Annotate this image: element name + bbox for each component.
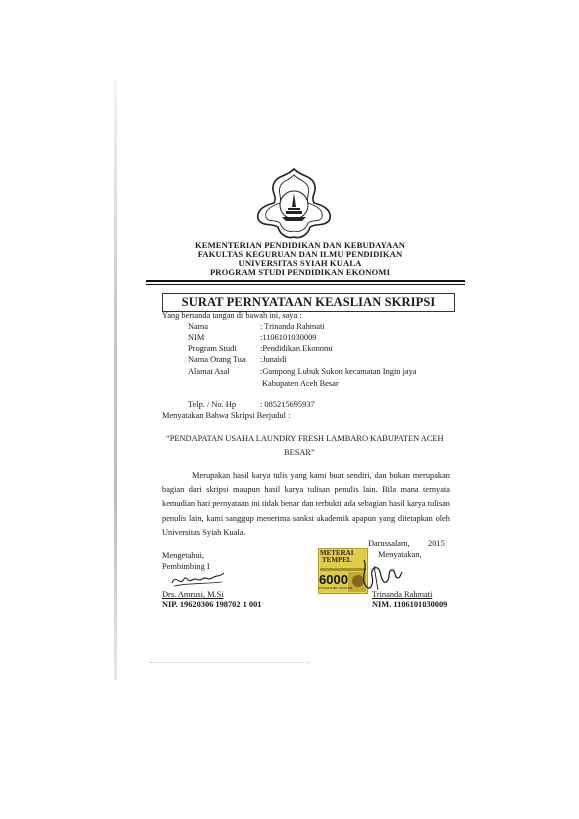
header-ministry: KEMENTERIAN PENDIDIKAN DAN KEBUDAYAAN [194, 240, 406, 250]
right-sign-nim: NIM. 1106101030009 [372, 600, 448, 609]
phone-label: Telp. / No. Hp [188, 400, 237, 409]
university-logo-icon [252, 165, 336, 241]
header-program: PROGRAM STUDI PENDIDIKAN EKONOMI [209, 267, 391, 277]
left-sign-name: Drs. Amrusi, M.Si [162, 590, 224, 599]
field-value-parent: :Junaidi [260, 355, 287, 364]
supervisor-signature-icon [168, 567, 228, 589]
document-title: SURAT PERNYATAAN KEASLIAN SKRIPSI [162, 293, 455, 312]
scan-edge-shadow [114, 80, 117, 680]
field-value-address: :Gampong Lubuk Sukon kecamatan Ingin jaya [260, 367, 417, 376]
phone-value: : 085215695937 [260, 400, 315, 409]
header-rule-thin [146, 284, 465, 285]
declare-text: Menyatakan Bahwa Skripsi Berjudul : [162, 411, 291, 420]
left-sign-label2: Pembimbing I [162, 562, 210, 571]
intro-text: Yang bertanda tangan di bawah ini, saya : [162, 311, 302, 320]
left-sign-label1: Mengetahui, [162, 551, 205, 560]
header-faculty: FAKULTAS KEGURUAN DAN ILMU PENDIDIKAN [197, 249, 403, 259]
field-value-address-line2: Kabupaten Aceh Besar [262, 379, 339, 388]
right-sign-label: Menyatakan, [378, 550, 422, 559]
right-sign-name: Trinanda Rahmati [372, 590, 433, 599]
statement-paragraph: Merupakan hasil karya tulis yang kami buat sendiri, dan bukan merupakan bagian dari skripsi maupun hasil karya tulisan penulis lain. Bila mana ternyata kemudian hari pernyataan ini tidak benar dan terbukti ada sebagian hasil karya tulisan penulis lain, kami sanggup menerima sanksi akademik apapun yang ditetapkan oleh Universitas Syiah Kuala. [162, 471, 450, 537]
stamp-line2: TEMPEL [322, 556, 352, 564]
scan-bottom-mark [150, 662, 310, 664]
year-text: 2015 [428, 539, 445, 548]
field-value-name: : Trinanda Rahmati [260, 322, 325, 331]
field-label-address: Alamat Asal [188, 367, 230, 376]
stamp-denomination: ENAM RIBU RUPIAH [319, 586, 353, 590]
header-rule-thick [146, 280, 465, 282]
place-text: Darussalam, [368, 539, 410, 548]
header-university: UNIVERSITAS SYIAH KUALA [238, 258, 362, 268]
left-sign-nip: NIP. 19620306 198702 1 001 [162, 600, 262, 609]
stamp-line1: METERAI [320, 549, 354, 557]
field-value-nim: :1106101030009 [260, 333, 317, 342]
field-label-name: Nama [188, 322, 208, 331]
stamp-amount: 6000 [319, 572, 348, 587]
field-value-program: :Pendidikan Ekonomi [260, 344, 333, 353]
field-label-nim: NIM [188, 333, 205, 342]
thesis-title-line1: “PENDAPATAN USAHA LAUNDRY FRESH LAMBARO KABUPATEN ACEH [166, 434, 444, 443]
thesis-title-line2: BESAR” [284, 448, 315, 457]
field-label-parent: Nama Orang Tua [188, 355, 246, 364]
field-label-program: Program Studi [188, 344, 237, 353]
